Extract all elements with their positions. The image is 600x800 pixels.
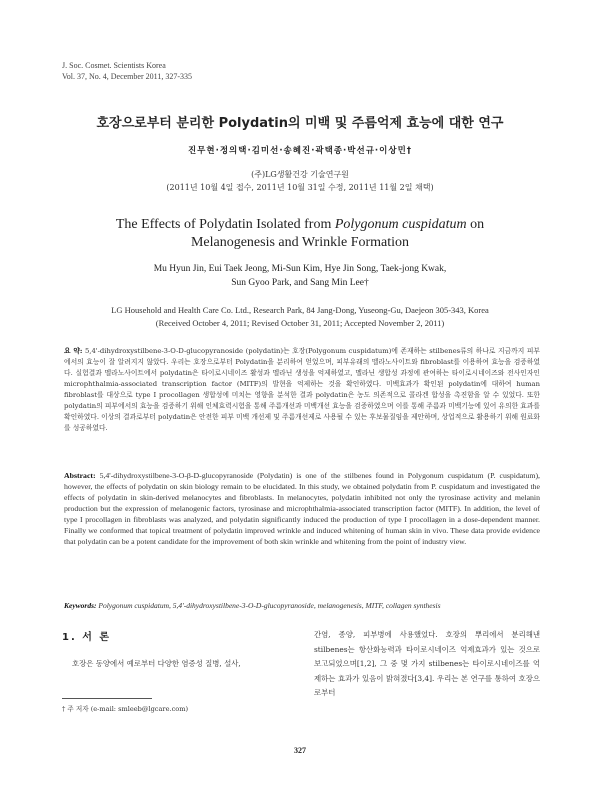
abstract-korean-text: 5,4'-dihydroxystilbene-3-O-D-glucopyranoside (polydatin)는 호장(Polygonum cuspidatum)에 존재하는 stilbenes류의 하나로 지금까지 피부에서의 효능이 잘 알려지지 않았다. 우리는 호장으로부터 Polydatin을 분리하여 얻었으며, 피부유래의 멜라노사이트와 fibroblast를 이용하여 효능을 검증하였다. 실험결과 멜라노사이트에서 polydatin은 타이로시네이즈 활성과 멜라닌 생성을 억제하였고, 멜라닌 생합성 과정에 관여하는 타이로시네이즈와 전사인자인 microphthalmia-associated transcription factor (MITF)의 발현을 억제하는 것을 확인하였다. 미백효과가 확인된 polydatin에 대하여 human fibroblast를 대상으로 type I procollagen 생합성에 미치는 영향을 분석한 결과 polydatin은 농도 의존적으로 콜라겐 합성을 촉진함을 알 수 있었다. 또한 polydatin의 피부에서의 효능을 검증하기 위해 인체효력시험을 통해 주름개선과 미백개선 효능을 검증하였으며 이를 통해 주름과 미백기능에 있어 유의한 효과를 확인하였다. 이상의 결과로부터 polydatin은 안전한 피부 미백 개선제 및 주름개선제로 사용될 수 있는 후보물질임을 제안하며, 상업적으로 활용하기 위해 원료화를 성공하였다. (64, 347, 540, 432)
keywords (64, 601, 540, 610)
abstract-english-label: Abstract: (64, 471, 96, 480)
section-heading-introduction: 1. 서 론 (62, 632, 112, 643)
affiliation-korean-block (0, 168, 600, 194)
abstract-english-text: 5,4'-dihydroxystilbene-3-O-β-D-glucopyranoside (Polydatin) is one of the stilbenes found in Polygonum cuspidatum (P. cuspidatum), however, the effects of polydatin on skin biology remain to be elucidated. In this study, we obtained polydatin from P. cuspidatum and investigated the effects of polydatin in skin-derived melanocytes and fibroblasts. In melanocytes, polydatin inhibited not only the tyrosinase activity and melanin production but the expression of melanogenic factors, tyrosinase and microphthalmia-associated transcription factor (MITF). In addition, the level of type I procollagen in fibroblasts was analyzed, and polydatin significantly induced the production of type I procollagen in a dose-dependent manner. Finally we conformed that topical treatment of polydatin improved wrinkle and induced whitening of human skin in vivo. These data provide evidence that polydatin can be a potent candidate for the improvement of both skin wrinkle and whitening from the point of industry view. (64, 471, 540, 546)
footnote-corresponding-author: † 주 저자 (e-mail: smleeb@lgcare.com) (62, 705, 189, 713)
dates-english: (Received October 4, 2011; Revised October 31, 2011; Accepted November 2, 2011) (155, 318, 445, 328)
keywords-label: Keywords: (64, 601, 97, 610)
abstract-korean-label: 요 약: (64, 347, 83, 355)
journal-name: J. Soc. Cosmet. Scientists Korea (62, 61, 166, 70)
affiliation-english: LG Household and Health Care Co. Ltd., Research Park, 84 Jang-Dong, Yuseong-Gu, Daejeon 305-343, Korea (111, 305, 489, 315)
page-number: 327 (294, 746, 306, 755)
dates-korean: (2011년 10월 4일 접수, 2011년 10월 31일 수정, 2011년 11월 2일 채택) (166, 183, 434, 192)
introduction-paragraph-right: 간염, 종양, 피부병에 사용했었다. 호장의 뿌리에서 분리해낸 stilbenes는 항산화능력과 타이로시네이즈 억제효과가 있는 것으로 보고되었으며[1,2], 그 중 몇 가지 stilbenes는 타이로시네이즈를 억제하는 효과가 있음이 밝혀졌다[3,4]. 우리는 본 연구를 통하여 호장으로부터 (314, 630, 540, 697)
introduction-paragraph-left: 호장은 동양에서 예로부터 다양한 염증성 질병, 설사, (72, 659, 241, 668)
affiliation-english-block (0, 304, 600, 330)
title-english-line1: The Effects of Polydatin Isolated from Polygonum cuspidatum on (115, 217, 485, 232)
title-english (0, 216, 600, 252)
left-column (62, 628, 284, 671)
journal-header (62, 60, 192, 82)
abstract-korean (64, 346, 540, 434)
title-korean: 호장으로부터 분리한 Polydatin의 미백 및 주름억제 효능에 대한 연구 (96, 116, 504, 131)
footnote-divider (62, 698, 152, 699)
abstract-english (64, 470, 540, 547)
authors-english (0, 262, 600, 290)
authors-english-line1: Mu Hyun Jin, Eui Taek Jeong, Mi-Sun Kim, Hye Jin Song, Taek-jong Kwak, (153, 264, 447, 274)
journal-volume: Vol. 37, No. 4, December 2011, 327-335 (62, 72, 192, 81)
species-name: Polygonum cuspidatum (334, 217, 467, 232)
authors-korean: 진무현·정의택·김미선·송혜진·곽택종·박선규·이상민† (187, 146, 413, 156)
authors-english-line2: Sun Gyoo Park, and Sang Min Lee† (231, 278, 369, 288)
affiliation-korean: (주)LG생활건강 기술연구원 (251, 170, 349, 179)
title-english-line2: Melanogenesis and Wrinkle Formation (190, 235, 410, 250)
keywords-text: Polygonum cuspidatum, 5,4'-dihydroxystilbene-3-O-D-glucopyranoside, melanogenesis, MITF, collagen synthesis (98, 601, 441, 610)
